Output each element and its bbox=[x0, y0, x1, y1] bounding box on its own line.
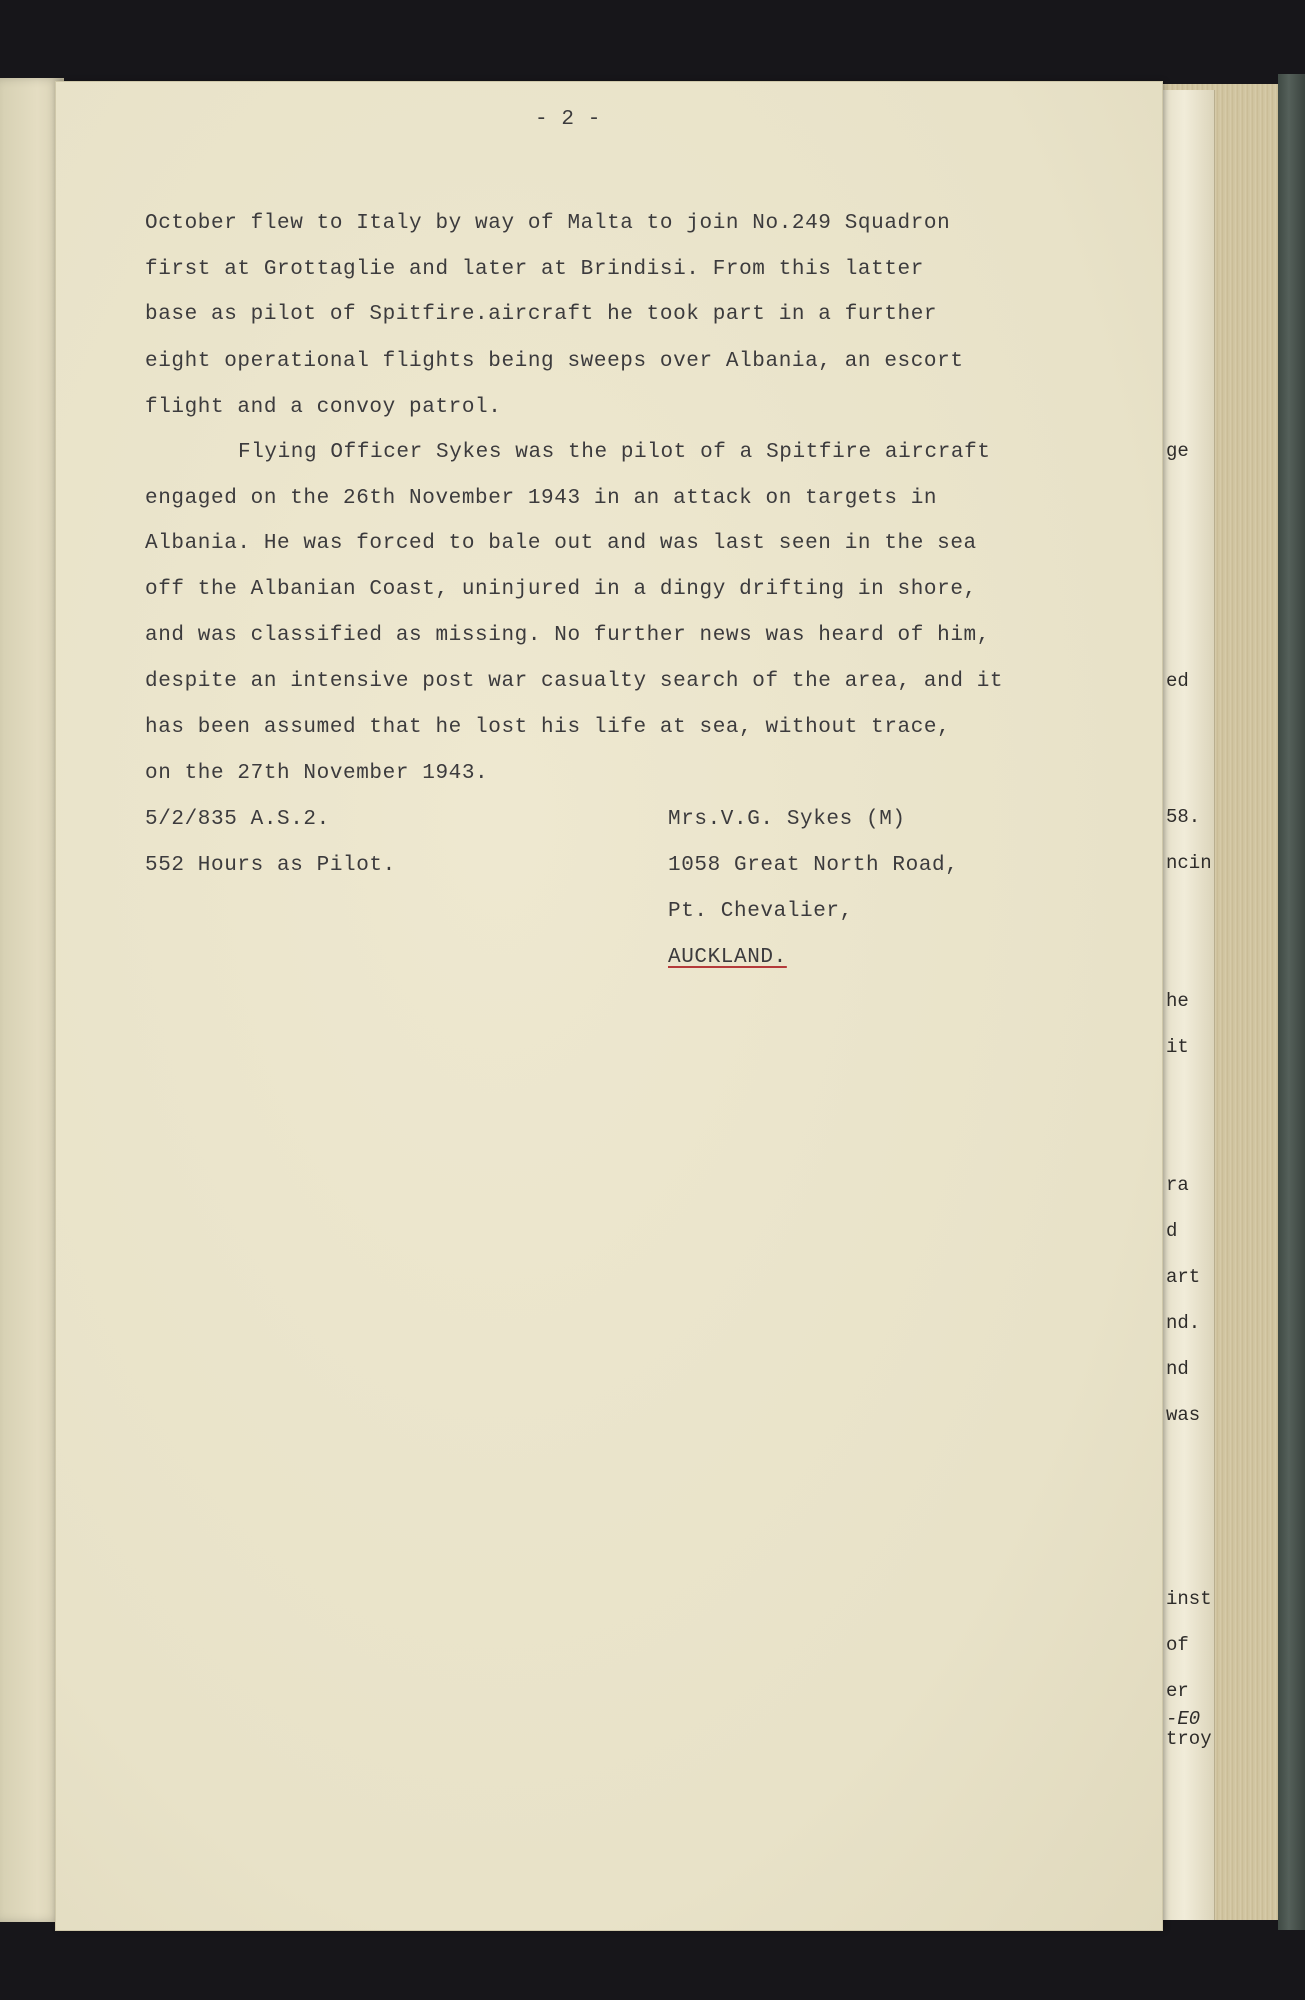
margin-fragment: ge bbox=[1166, 440, 1189, 462]
margin-fragment: er bbox=[1166, 1680, 1189, 1702]
margin-fragment: he bbox=[1166, 990, 1189, 1012]
body-line: flight and a convoy patrol. bbox=[145, 396, 502, 419]
body-line: despite an intensive post war casualty search of the area, and it bbox=[145, 670, 1004, 693]
address-line: Pt. Chevalier, bbox=[668, 900, 853, 923]
book-binding bbox=[1278, 74, 1305, 1930]
page-number: - 2 - bbox=[535, 108, 602, 131]
body-line: and was classified as missing. No further news was heard of him, bbox=[145, 624, 990, 647]
body-line: first at Grottaglie and later at Brindisi. From this latter bbox=[145, 258, 924, 281]
body-line: has been assumed that he lost his life at sea, without trace, bbox=[145, 716, 951, 739]
margin-fragment: troy bbox=[1166, 1728, 1212, 1750]
margin-fragment: nd. bbox=[1166, 1312, 1201, 1334]
reference-number: 5/2/835 A.S.2. bbox=[145, 808, 330, 831]
folded-pages-strip bbox=[1160, 90, 1215, 1920]
margin-fragment: d bbox=[1166, 1220, 1178, 1242]
margin-fragment: art bbox=[1166, 1266, 1201, 1288]
margin-fragment: inst bbox=[1166, 1588, 1212, 1610]
margin-fragment: ncin bbox=[1166, 852, 1212, 874]
hours-as-pilot: 552 Hours as Pilot. bbox=[145, 854, 396, 877]
body-line: base as pilot of Spitfire.aircraft he took part in a further bbox=[145, 303, 938, 326]
body-line: October flew to Italy by way of Malta to join No.249 Squadron bbox=[145, 212, 951, 235]
margin-fragment: was bbox=[1166, 1404, 1201, 1426]
margin-fragment: it bbox=[1166, 1036, 1189, 1058]
margin-fragment: -E0 bbox=[1166, 1708, 1201, 1730]
body-line: off the Albanian Coast, uninjured in a dingy drifting in shore, bbox=[145, 578, 977, 601]
body-line: engaged on the 26th November 1943 in an attack on targets in bbox=[145, 487, 938, 510]
margin-fragment: nd bbox=[1166, 1358, 1189, 1380]
margin-fragment: 58. bbox=[1166, 806, 1201, 828]
margin-fragment: ed bbox=[1166, 670, 1189, 692]
body-line: eight operational flights being sweeps over Albania, an escort bbox=[145, 350, 964, 373]
body-line: Albania. He was forced to bale out and was last seen in the sea bbox=[145, 532, 977, 555]
body-line: Flying Officer Sykes was the pilot of a Spitfire aircraft bbox=[238, 441, 991, 464]
margin-fragment: of bbox=[1166, 1634, 1189, 1656]
facing-page-edge bbox=[0, 78, 64, 1922]
body-line: on the 27th November 1943. bbox=[145, 762, 489, 785]
address-line: 1058 Great North Road, bbox=[668, 854, 959, 877]
address-line: Mrs.V.G. Sykes (M) bbox=[668, 808, 906, 831]
address-city: AUCKLAND. bbox=[668, 946, 787, 969]
margin-fragment: ra bbox=[1166, 1174, 1189, 1196]
